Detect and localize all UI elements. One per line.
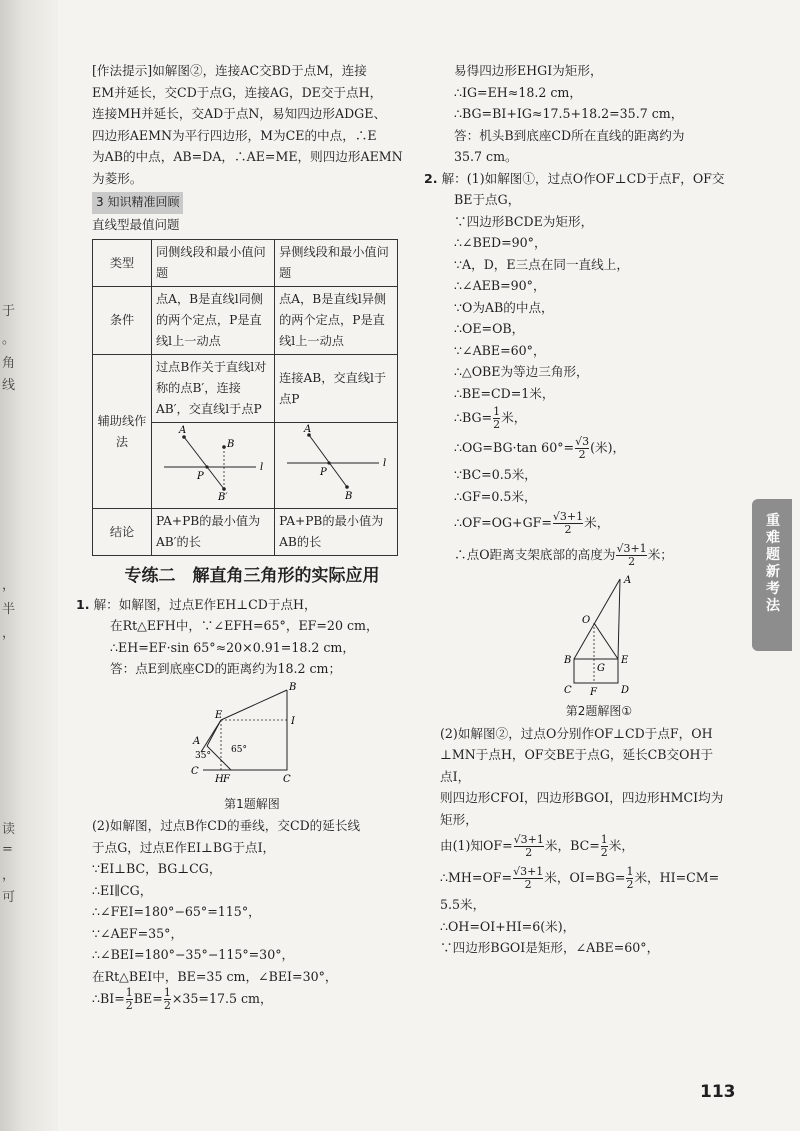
table-row [93,240,398,287]
left-column [76,60,412,1012]
previous-page-fragment: ， [2,626,16,641]
fraction: $\frac{1}{2}$ [163,986,171,1012]
fraction: $\frac{1}{2}$ [626,865,634,891]
right-column [424,60,758,959]
table-cell: 点A，B是直线l同侧的两个定点，P是直线l上一动点 [152,287,275,355]
label-B: B [564,655,572,666]
section-title: 专练二 解直角三角形的实际应用 [124,566,380,586]
text-line: ∴EI∥CG， [92,882,153,898]
previous-page-fragment: 。 [2,332,16,347]
fraction: $\frac{√3+1}{2}$ [552,510,584,536]
label-P: P [197,471,204,482]
review-heading [92,191,412,214]
review-subtitle: 直线型最值问题 [92,216,180,232]
text-line: (2)如解图②，过点O分别作OF⊥CD于点F，OH [440,725,713,741]
chapter-side-tab [752,499,792,651]
table-cell: 异侧线段和最小值问题 [275,240,398,287]
figure-same-side [152,423,275,509]
label-P: P [320,467,327,478]
text-line: ∴∠BEI=180°−35°−115°=30°， [92,947,295,962]
label-E: E [621,655,629,666]
figure-opposite-side [275,423,398,509]
label-B: B [227,439,235,450]
text-line: ∵A，D，E三点在同一直线上， [454,256,629,272]
figure-2-caption: 第2题解图① [565,704,633,718]
problem-2-tail [440,894,758,959]
fraction: $\frac{1}{2}$ [600,833,608,859]
text-line: ∴EH=EF·sin 65°≈20×0.91=18.2 cm， [110,639,355,655]
label-A: A [304,424,312,435]
table-cell: 同侧线段和最小值问题 [152,240,275,287]
bc-line: ∵BC=0.5米， [454,467,537,482]
problem-2 [424,168,758,405]
previous-page-fragment: 角 [2,356,16,371]
figure-1-caption: 第1题解图 [224,796,280,811]
same-side-diagram [152,423,272,501]
table-row [93,287,398,355]
og-equation: ∴OG=BG·tan 60°= $\frac{√3}{2}$ (米)， [454,435,626,461]
table-cell: 过点B作关于直线l对称的点B′，连接AB′，交直线l于点P [152,355,275,423]
label-A: A [179,425,187,436]
fraction: $\frac{√3}{2}$ [575,435,590,461]
text-span: 解：如解图，过点E作EH⊥CD于点H， [93,596,317,612]
text-line: ∴△OBE为等边三角形， [454,364,589,379]
book-spine-shadow [0,0,58,1131]
label-C2: C [283,773,291,785]
review-tag: 3 知识精准回顾 [92,192,183,214]
text-line: [作法提示]如解图②，连接AC交BD于点M，连接 [92,63,367,78]
opposite-side-diagram [275,423,395,501]
fraction: $\frac{1}{2}$ [493,405,501,431]
label-C1: C [191,765,199,777]
text-line: 在Rt△BEI中，BE=35 cm，∠BEI=30°， [92,968,338,984]
text-line: 易得四边形EHGI为矩形， [454,63,603,78]
table-row [93,355,398,423]
previous-page-fragment: ， [2,868,16,883]
text-line: ∵四边形BGOI是矩形，∠ABE=60°， [440,940,660,955]
label-G: G [597,663,605,674]
label-F: F [223,773,230,785]
fraction: $\frac{√3+1}{2}$ [616,542,647,568]
text-line: (2)如解图，过点B作CD的垂线，交CD的延长线 [92,818,361,833]
label-B-prime: B′ [218,492,228,501]
text-line: 四边形AEMN为平行四边形，M为CE的中点，∴E [92,127,377,143]
label-B: B [289,681,297,693]
text-line: ∴OE=OB， [454,321,525,336]
text-line: ∵EI⊥BC，BG⊥CG， [92,861,222,876]
label-A: A [193,735,201,747]
text-line: 点I， [440,768,471,784]
problem-number: 1. [76,596,90,612]
angle-65: 65° [231,744,247,755]
mh-equation: ∴MH=OF= $\frac{√3+1}{2}$ 米，OI=BG= $\frac{1}{2}$ 米，HI=CM= [440,865,720,891]
text-line: 矩形， [440,811,478,827]
problem-1-conclusion [440,60,758,168]
problem-1-part-2 [92,815,412,987]
problem-1 [76,594,412,680]
review-table [92,239,398,556]
text-line: 在Rt△EFH中，∵∠EFH=65°，EF=20 cm， [110,618,379,633]
text-line: 答：点E到底座CD的距离约为18.2 cm； [110,661,342,676]
figure-2 [544,573,654,699]
label-D: D [621,685,630,696]
table-cell: 点A，B是直线l异侧的两个定点，P是直线l上一动点 [275,287,398,355]
table-head: 结论 [93,509,152,556]
text-line: ∵四边形BCDE为矩形， [454,213,594,229]
figure-1 [177,682,327,792]
text-line: 5.5米， [440,897,486,912]
previous-page-fragment: = [2,842,13,857]
angle-35: 35° [195,750,211,761]
text-line: 35.7 cm。 [454,149,518,164]
height-conclusion: ∴点O距离支架底部的高度为 $\frac{√3+1}{2}$ 米； [454,542,673,568]
hint-paragraph [92,60,412,189]
text-line [76,594,412,616]
bg-equation: ∴BG= $\frac{1}{2}$ 米， [454,405,527,431]
label-H: H [215,773,224,785]
problem-number: 2. [424,170,438,186]
label-I: I [291,715,295,727]
text-span: 解：(1)如解图①，过点O作OF⊥CD于点F，OF交 [441,170,725,186]
previous-page-fragment: 可 [2,890,16,905]
fraction: $\frac{√3+1}{2}$ [513,865,544,891]
label-A: A [624,575,632,586]
label-l: l [260,462,264,473]
text-line: ∵∠ABE=60°， [454,342,546,358]
text-line: ∴IG=EH≈18.2 cm， [454,84,582,100]
text-line: EM并延长，交CD于点G，连接AG，DE交于点H， [92,84,383,100]
text-line: ∵O为AB的中点， [454,299,554,315]
text-line: 连接MH并延长，交AD于点N，易知四边形ADGE、 [92,106,387,121]
previous-page-fragment: 半 [2,602,16,617]
previous-page-fragment: 线 [2,378,16,393]
text-line [424,168,758,190]
table-cell: PA+PB的最小值为AB的长 [275,509,398,556]
text-line: 于点G，过点E作EI⊥BG于点I， [92,839,276,855]
text-line: ∴∠FEI=180°−65°=115°， [92,904,261,919]
table-head: 类型 [93,240,152,287]
table-cell: PA+PB的最小值为AB′的长 [152,509,275,556]
text-line: ∵∠AEF=35°， [92,925,184,941]
table-row [93,509,398,556]
label-l: l [383,458,387,469]
text-line: BE于点G， [454,192,521,207]
previous-page-fragment: 于 [2,304,16,319]
fraction: $\frac{1}{2}$ [125,986,133,1012]
side-tab-label: 重难题新考法 [766,513,780,614]
of-equation: ∴OF=OG+GF= $\frac{√3+1}{2}$ 米， [454,510,610,536]
previous-page-fragment: ， [2,578,16,593]
text-line: ∴BG=BI+IG≈17.5+18.2=35.7 cm， [454,106,684,121]
bi-equation: ∴BI= $\frac{1}{2}$ BE= $\frac{1}{2}$ ×35=17.5 cm， [92,986,273,1012]
label-O: O [582,615,591,626]
fraction: $\frac{√3+1}{2}$ [513,833,544,859]
text-line: ∴∠BED=90°， [454,235,547,250]
label-F: F [590,687,597,698]
table-cell: 连接AB，交直线l于点P [275,355,398,423]
text-line: 则四边形CFOI，四边形BGOI，四边形HMCI均为 [440,790,724,805]
previous-page-fragment: 读 [2,822,16,837]
table-head: 条件 [93,287,152,355]
gf-line: ∴GF=0.5米， [454,488,537,504]
text-line: 为AB的中点，AB=DA，∴AE=ME，则四边形AEMN [92,149,403,164]
text-line: ∴∠AEB=90°， [454,278,546,293]
problem-2-part-2 [440,723,758,831]
label-B: B [345,491,353,501]
label-E: E [215,709,223,721]
from-part-1: 由(1)知OF= $\frac{√3+1}{2}$ 米，BC= $\frac{1}{2}$ 米， [440,833,634,859]
text-line: ∴BE=CD=1米， [454,385,555,401]
table-head: 辅助线作法 [93,355,152,509]
text-line: ∴OH=OI+HI=6(米)， [440,918,576,934]
label-C: C [564,685,572,696]
text-line: ⊥MN于点H，OF交BE于点G，延长CB交OH于 [440,747,714,762]
page-number: 113 [700,1082,736,1102]
text-line: 为菱形。 [92,170,143,186]
text-line: 答：机头B到底座CD所在直线的距离约为 [454,127,685,143]
